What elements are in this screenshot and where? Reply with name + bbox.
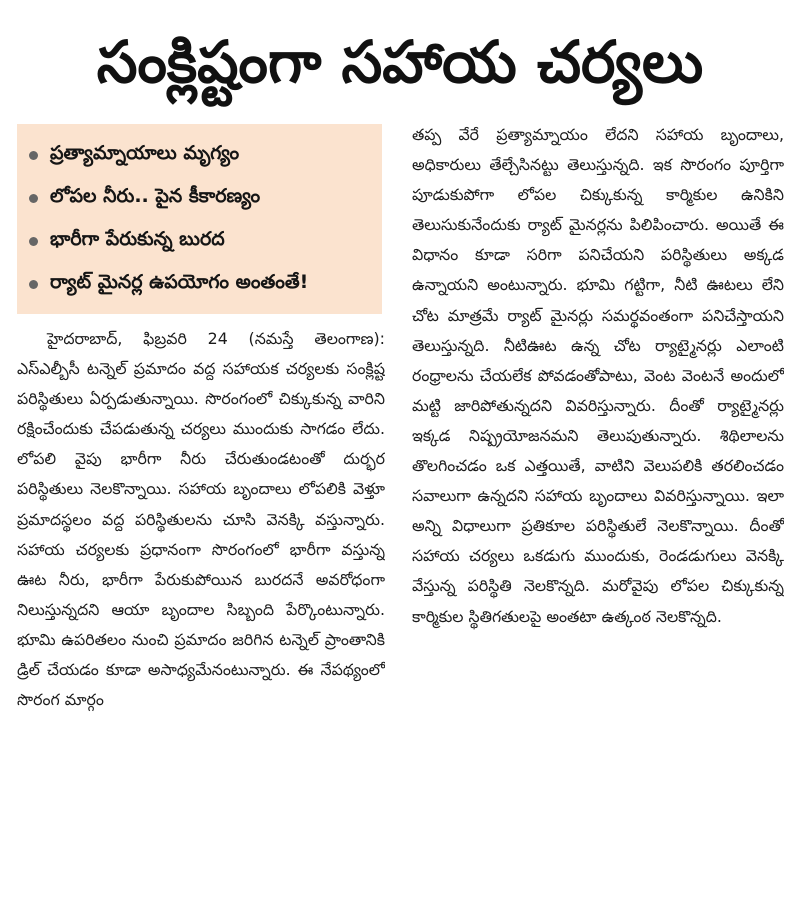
highlights-box: [17, 124, 382, 314]
highlight-text: భారీగా పేరుకున్న బురద: [50, 228, 225, 250]
highlight-text: ప్రత్యామ్నాయాలు మృగ్యం: [50, 142, 240, 164]
highlight-text: లోపల నీరు.. పైన కీకారణ్యం: [50, 185, 261, 207]
article-body-left: హైదరాబాద్, ఫిబ్రవరి 24 (నమస్తే తెలంగాణ): ఎస్ఎల్బీసీ టన్నెల్ ప్రమాదం వద్ద సహాయక చర్యలకు సంక్లిష్ట పరిస్థితులు ఏర్పడుతున్నాయి. సొరంగంలో చిక్కుకున్న వారిని రక్షించేందుకు చేపడుతున్న చర్యలు ముందుకు సాగడం లేదు. లోపలి వైపు భారీగా నీరు చేరుతుండటంతో దుర్భర పరిస్థితులు నెలకొన్నాయి. సహాయ బృందాలు లోపలికి వెళ్తూ ప్రమాదస్థలం వద్ద పరిస్థితులను చూసి వెనక్కి వస్తున్నారు. సహాయ చర్యలకు ప్రధానంగా సొరంగంలో భారీగా వస్తున్న ఊట నీరు, భారీగా పేరుకుపోయిన బురదనే అవరోధంగా నిలుస్తున్నదని ఆయా బృందాల సిబ్బంది పేర్కొంటున్నారు. భూమి ఉపరితలం నుంచి ప్రమాదం జరిగిన టన్నెల్ ప్రాంతానికి డ్రిల్ చేయడం కూడా అసాధ్యమేనంటున్నారు. ఈ నేపథ్యంలో సొరంగ మార్గం: [17, 329, 385, 710]
article-column-right: [412, 120, 784, 902]
bullet-icon: [29, 280, 38, 289]
article-column-left: [17, 324, 385, 902]
highlight-item: [29, 134, 374, 177]
headline: సంక్లిష్టంగా సహాయ చర్యలు: [96, 28, 704, 96]
bullet-icon: [29, 194, 38, 203]
article-body-right: తప్ప వేరే ప్రత్యామ్నాయం లేదని సహాయ బృందాలు, అధికారులు తేల్చేసినట్టు తెలుస్తున్నది. ఇక సొరంగం పూర్తిగా పూడుకుపోగా లోపల చిక్కుకున్న కార్మికుల ఉనికిని తెలుసుకునేందుకు ర్యాట్ మైనర్లను పిలిపించారు. అయితే ఈ విధానం కూడా సరిగా పనిచేయని పరిస్థితులు అక్కడ ఉన్నాయని అంటున్నారు. భూమి గట్టిగా, నీటి ఊటలు లేని చోట మాత్రమే ర్యాట్ మైనర్లు సమర్థవంతంగా పనిచేస్తాయని తెలుస్తున్నది. నీటిఊట ఉన్న చోట ర్యాట్మైనర్లు ఎలాంటి రంధ్రాలను చేయలేక పోవడంతోపాటు, వెంట వెంటనే అందులో మట్టి జారిపోతున్నదని వివరిస్తున్నారు. దీంతో ర్యాట్మైనర్లు ఇక్కడ నిష్ప్రయోజనమని తెలుపుతున్నారు. శిథిలాలను తొలగించడం ఒక ఎత్తయితే, వాటిని వెలుపలికి తరలించడం సవాలుగా ఉన్నదని సహాయ బృందాలు వివరిస్తున్నాయి. ఇలా అన్ని విధాలుగా ప్రతికూల పరిస్థితులే నెలకొన్నాయి. దీంతో సహాయ చర్యలు ఒకడుగు ముందుకు, రెండడుగులు వెనక్కి వేస్తున్న పరిస్థితి నెలకొన్నది. మరోవైపు లోపల చిక్కుకున్న కార్మికుల స్థితిగతులపై అంతటా ఉత్కంఠ నెలకొన్నది.: [412, 125, 784, 626]
bullet-icon: [29, 237, 38, 246]
highlight-text: ర్యాట్ మైనర్ల ఉపయోగం అంతంతే!: [50, 271, 309, 293]
highlight-item: [29, 177, 374, 220]
highlight-item: [29, 220, 374, 263]
bullet-icon: [29, 151, 38, 160]
highlight-item: [29, 263, 374, 306]
highlights-list: [29, 134, 374, 306]
